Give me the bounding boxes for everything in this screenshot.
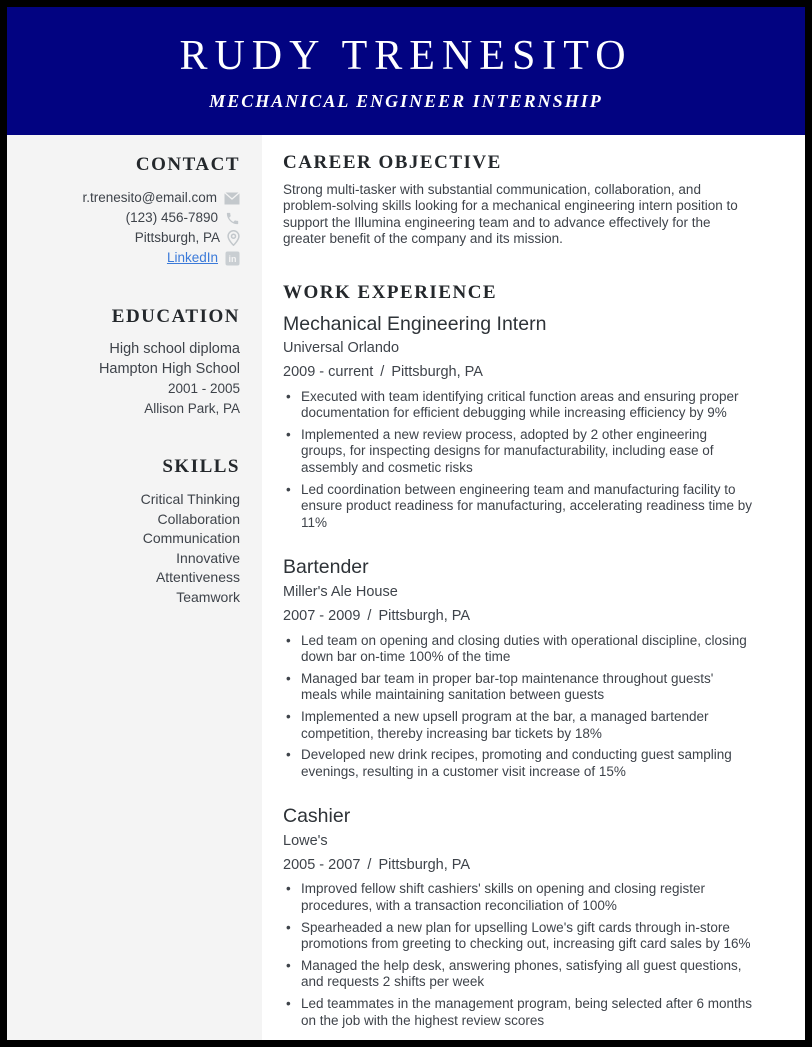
location-text: Pittsburgh, PA bbox=[134, 230, 220, 245]
job-entry bbox=[283, 805, 755, 1029]
job-company: Universal Orlando bbox=[283, 340, 400, 357]
skill-item: Attentiveness bbox=[155, 569, 240, 585]
candidate-name: RUDY TRENESITO bbox=[179, 33, 633, 80]
skill-item: Critical Thinking bbox=[140, 491, 240, 507]
content-columns bbox=[7, 135, 805, 1040]
contact-location-row bbox=[17, 228, 240, 248]
job-dateline bbox=[283, 856, 755, 875]
job-dateline bbox=[283, 363, 755, 382]
job-dates: 2005 - 2007 bbox=[283, 856, 361, 873]
bullet-item: • Managed the help desk, answering phones, satisfying all guest questions, and requests 2 shifts per week bbox=[283, 958, 753, 991]
date-location-separator: / bbox=[380, 363, 385, 380]
education-location: Allison Park, PA bbox=[144, 400, 240, 416]
education-heading: EDUCATION bbox=[111, 306, 240, 327]
career-objective-heading: CAREER OBJECTIVE bbox=[283, 152, 502, 173]
job-bullets bbox=[283, 881, 753, 1029]
job-entry bbox=[283, 556, 755, 780]
skills-heading: SKILLS bbox=[162, 456, 240, 477]
bullet-item: • Managed bar team in proper bar-top maintenance throughout guests' meals while maintaining sanitation between guests bbox=[283, 671, 753, 704]
phone-icon bbox=[225, 211, 240, 226]
job-bullets bbox=[283, 389, 753, 532]
career-objective-text: Strong multi-tasker with substantial communication, collaboration, and problem-solving skills looking for a mechanical engineering intern position to support the Illumina engineering team and to advance effectively for the greater benefit of the company and its mission. bbox=[283, 182, 738, 247]
email-text: r.trenesito@email.com bbox=[82, 190, 217, 205]
job-location: Pittsburgh, PA bbox=[378, 607, 471, 624]
bullet-item: • Developed new drink recipes, promoting and conducting guest sampling evenings, resulting in a customer visit increase of 15% bbox=[283, 747, 753, 780]
date-location-separator: / bbox=[367, 856, 372, 873]
job-title: Bartender bbox=[283, 556, 369, 579]
job-company: Miller's Ale House bbox=[283, 583, 398, 600]
job-title: Cashier bbox=[283, 805, 351, 828]
contact-phone-row bbox=[17, 208, 240, 228]
phone-text: (123) 456-7890 bbox=[125, 210, 218, 225]
job-dateline bbox=[283, 607, 755, 626]
linkedin-link[interactable]: LinkedIn bbox=[166, 250, 218, 265]
education-section bbox=[17, 306, 240, 418]
svg-text:in: in bbox=[228, 253, 237, 264]
contact-email-row bbox=[17, 188, 240, 208]
contact-section bbox=[17, 154, 240, 268]
job-entry bbox=[283, 313, 755, 532]
job-location: Pittsburgh, PA bbox=[378, 856, 471, 873]
location-pin-icon bbox=[227, 230, 240, 246]
skill-item: Teamwork bbox=[176, 588, 240, 605]
contact-linkedin-row bbox=[17, 248, 240, 268]
job-bullets bbox=[283, 633, 753, 781]
bullet-item: • Improved fellow shift cashiers' skills on opening and closing register procedures, with a transaction reconciliation of 100% bbox=[283, 881, 753, 914]
resume-header bbox=[7, 7, 805, 135]
job-company: Lowe's bbox=[283, 832, 328, 849]
job-dates: 2009 - current bbox=[283, 363, 374, 380]
bullet-item: • Implemented a new review process, adopted by 2 other engineering groups, for inspecting designs for manufacturability, including ease of assembly and cosmetic risks bbox=[283, 427, 753, 477]
resume-page bbox=[7, 7, 805, 1040]
envelope-icon bbox=[224, 192, 240, 205]
work-experience-heading: WORK EXPERIENCE bbox=[283, 281, 498, 303]
skills-section bbox=[17, 456, 240, 607]
candidate-title: MECHANICAL ENGINEER INTERNSHIP bbox=[209, 90, 603, 111]
skill-item: Communication bbox=[142, 530, 240, 546]
skill-item: Innovative bbox=[176, 549, 240, 566]
job-location: Pittsburgh, PA bbox=[391, 363, 483, 380]
education-dates: 2001 - 2005 bbox=[167, 381, 240, 396]
linkedin-icon[interactable] bbox=[225, 251, 240, 266]
bullet-item: • Implemented a new upsell program at the bar, a managed bartender competition, thereby increasing bar tickets by 18% bbox=[283, 709, 753, 742]
bullet-item: • Led coordination between engineering team and manufacturing facility to ensure product readiness for manufacturing, accelerating readiness time by 11% bbox=[283, 482, 753, 532]
contact-heading: CONTACT bbox=[135, 154, 240, 175]
job-title: Mechanical Engineering Intern bbox=[283, 312, 547, 335]
education-school: Hampton High School bbox=[98, 360, 240, 377]
skill-item: Collaboration bbox=[157, 510, 240, 527]
sidebar bbox=[7, 135, 262, 1040]
bullet-item: • Executed with team identifying critical function areas and ensuring proper documentation for efficient debugging while increasing efficiency by 9% bbox=[283, 389, 753, 422]
bullet-item: • Led team on opening and closing duties with operational discipline, closing down bar on-time 100% of the time bbox=[283, 633, 753, 666]
main-column bbox=[262, 135, 805, 1040]
bullet-item: • Spearheaded a new plan for upselling Lowe's gift cards through in-store promotions from greeting to checking out, increasing gift card sales by 16% bbox=[283, 920, 753, 953]
education-degree: High school diploma bbox=[109, 341, 240, 357]
bullet-item: • Led teammates in the management program, being selected after 6 months on the job with the highest review scores bbox=[283, 996, 753, 1029]
job-dates: 2007 - 2009 bbox=[283, 607, 361, 624]
date-location-separator: / bbox=[367, 607, 372, 624]
